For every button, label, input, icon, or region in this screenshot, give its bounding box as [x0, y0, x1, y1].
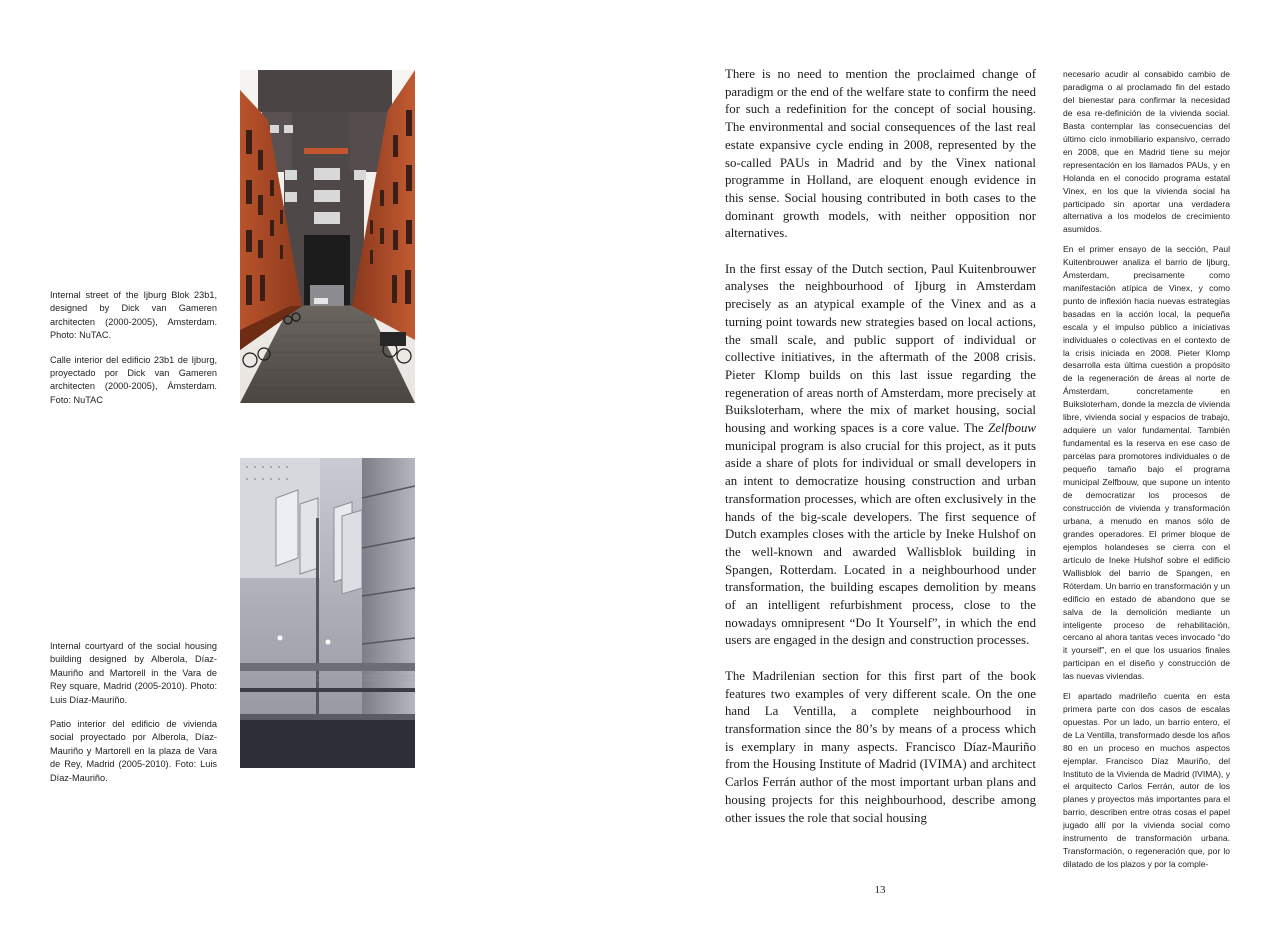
caption-vara-de-rey-en: Internal courtyard of the social housing building designed by Alberola, Díaz-Mauriño and Martorell in the Vara de Rey square, Madrid (2005-2010). Photo: Luis Díaz-Mauriño. — [50, 641, 217, 705]
spanish-paragraph-2: En el primer ensayo de la sección, Paul Kuitenbrouwer analiza el barrio de Ijburg, Ámsterdam, precisamente como manifestación atípica de Vinex, y como punto de inflexión hacia nuevas estrategias basadas en la acción local, la pequeña escala y el impulso público a iniciativas individuales o colectivas en el contexto de la crisis iniciada en 2008. Pieter Klomp desarrolla esta última cuestión a propósito de la regeneración de áreas al norte de Ámsterdam, concretamente en Buiksloterham, donde la mezcla de vivienda libre, vivienda social y espacios de trabajo, adquiere un valor fundamental. También fundamental es la reserva en ese caso de parcelas para promotores individuales o de pequeño tamaño bajo el programa municipal Zelfbouw, que supone un intento de democratizar los procesos de construcción de vivienda y transformación urbana, a menudo en manos sólo de grandes operadores. El primer bloque de ejemplos holandeses se cierra con el artículo de Ineke Hulshof sobre el edificio Wallisblok del barrio de Spangen, en Róterdam. Un barrio en transformación y un edificio en estado de abandono que se salva de la demolición mediante un inteligente proceso de rehabilitación, cercano al ahora tantas veces invocado “do it yourself”, en el que los usuarios finales participan en el diseño y construcción de las nuevas viviendas. — [1063, 243, 1230, 682]
english-paragraph-2-part-b: municipal program is also crucial for this project, as it puts aside a share of plots for individual or small developers in an intent to democratize housing construction and urban transformation processes, which are often exclusively in the hands of the big-scale developers. The first sequence of Dutch examples closes with the article by Ineke Hulshof on the well-known and awarded Wallisblok building in Spangen, Rotterdam. Located in a neighbourhood under transformation, the building escapes demolition by means of an intelligent refurbishment process, close to the nowadays omnipresent “Do It Yourself”, in which the end users are engaged in the design and construction processes. — [725, 438, 1036, 648]
english-paragraph-2-part-a: In the first essay of the Dutch section, Paul Kuitenbrouwer analyses the neighbourhood of Ijburg in Amsterdam precisely as an atypical example of the Vinex and as a turning point towards new strategies based on local actions, the small scale, and public support of individual or collective initiatives, in the aftermath of the 2008 crisis. Pieter Klomp builds on this last issue regarding the regeneration of areas north of Amsterdam, more precisely at Buiksloterham, where the mix of market housing, social housing and working spaces is a core value. The — [725, 261, 1036, 436]
photo-courtyard-illustration — [240, 458, 415, 768]
spanish-paragraph-1: necesario acudir al consabido cambio de paradigma o al proclamado fin del estado del bienestar para confirmar la necesidad de esa re-definición de la vivienda social. Basta contemplar las consecuencias del último ciclo inmobiliario expansivo, cerrado en 2008, que en Madrid tiene su mejor representación en los llamados PAUs, y en Holanda en el conocido programa estatal Vinex, en los que la vivienda social ha participado sin aportar una verdadera alternativa a los modelos de crecimiento asumidos. — [1063, 69, 1230, 235]
english-text-column — [725, 66, 1036, 845]
caption-vara-de-rey — [50, 640, 217, 796]
english-paragraph-1: There is no need to mention the proclaimed change of paradigm or the end of the welfare state to confirm the need for such a redefinition for the concept of social housing. The environmental and social consequences of the last real estate expansive cycle ending in 2008, represented by the so-called PAUs in Madrid and by the Vinex national programme in Holland, are eloquent enough evidence in this sense. Social housing contributed in both cases to the dominant growth models, with neither opposition nor alternatives. — [725, 67, 1036, 241]
caption-ijburg — [50, 289, 217, 418]
english-paragraph-2 — [725, 261, 1036, 650]
photo-ijburg-illustration — [240, 70, 415, 403]
caption-ijburg-es: Calle interior del edificio 23b1 de Ijburg, proyectado por Dick van Gameren architecten (2000-2005), Ámsterdam. Foto: NuTAC — [50, 354, 217, 405]
caption-ijburg-en: Internal street of the Ijburg Blok 23b1, designed by Dick van Gameren architecten (2000-2005), Amsterdam. Photo: NuTAC. — [50, 290, 217, 341]
page-number: 13 — [874, 884, 886, 896]
english-paragraph-3: The Madrilenian section for this first part of the book features two examples of very different scale. On the one hand La Ventilla, a complete neighbourhood in transformation since the 80’s by means of a process which is exemplary in many aspects. Francisco Díaz-Mauriño from the Housing Institute of Madrid (IVIMA) and architect Carlos Ferrán author of the most important urban plans and housing projects for this neighbourhood, describe among other issues the role that social housing — [725, 668, 1036, 825]
caption-vara-de-rey-es: Patio interior del edificio de vivienda social proyectado por Alberola, Díaz-Mauriño y Martorell en la plaza de Vara de Rey, Madrid (2005-2010). Foto: Luis Díaz-Mauriño. — [50, 719, 217, 783]
zelfbouw-term: Zelfbouw — [988, 421, 1036, 436]
spanish-text-column — [1063, 68, 1230, 878]
spanish-paragraph-3: El apartado madrileño cuenta en esta primera parte con dos casos de escalas opuestas. Por un lado, un barrio entero, el de La Ventilla, transformado desde los años 80 en un proceso en muchos aspectos ejemplar. Francisco Díaz Mauriño, del Instituto de la Vivienda de Madrid (IVIMA), y el arquitecto Carlos Ferrán, autor de los planes y proyectos más importantes para el barrio, describen entre otras cosas el papel jugado allí por la vivienda social como instrumento de transformación urbana. Transformación, o regeneración que, por lo dilatado de los plazos y por la comple- — [1063, 690, 1230, 870]
photo-vara-de-rey-courtyard — [240, 458, 415, 768]
photo-ijburg-internal-street — [240, 70, 415, 403]
